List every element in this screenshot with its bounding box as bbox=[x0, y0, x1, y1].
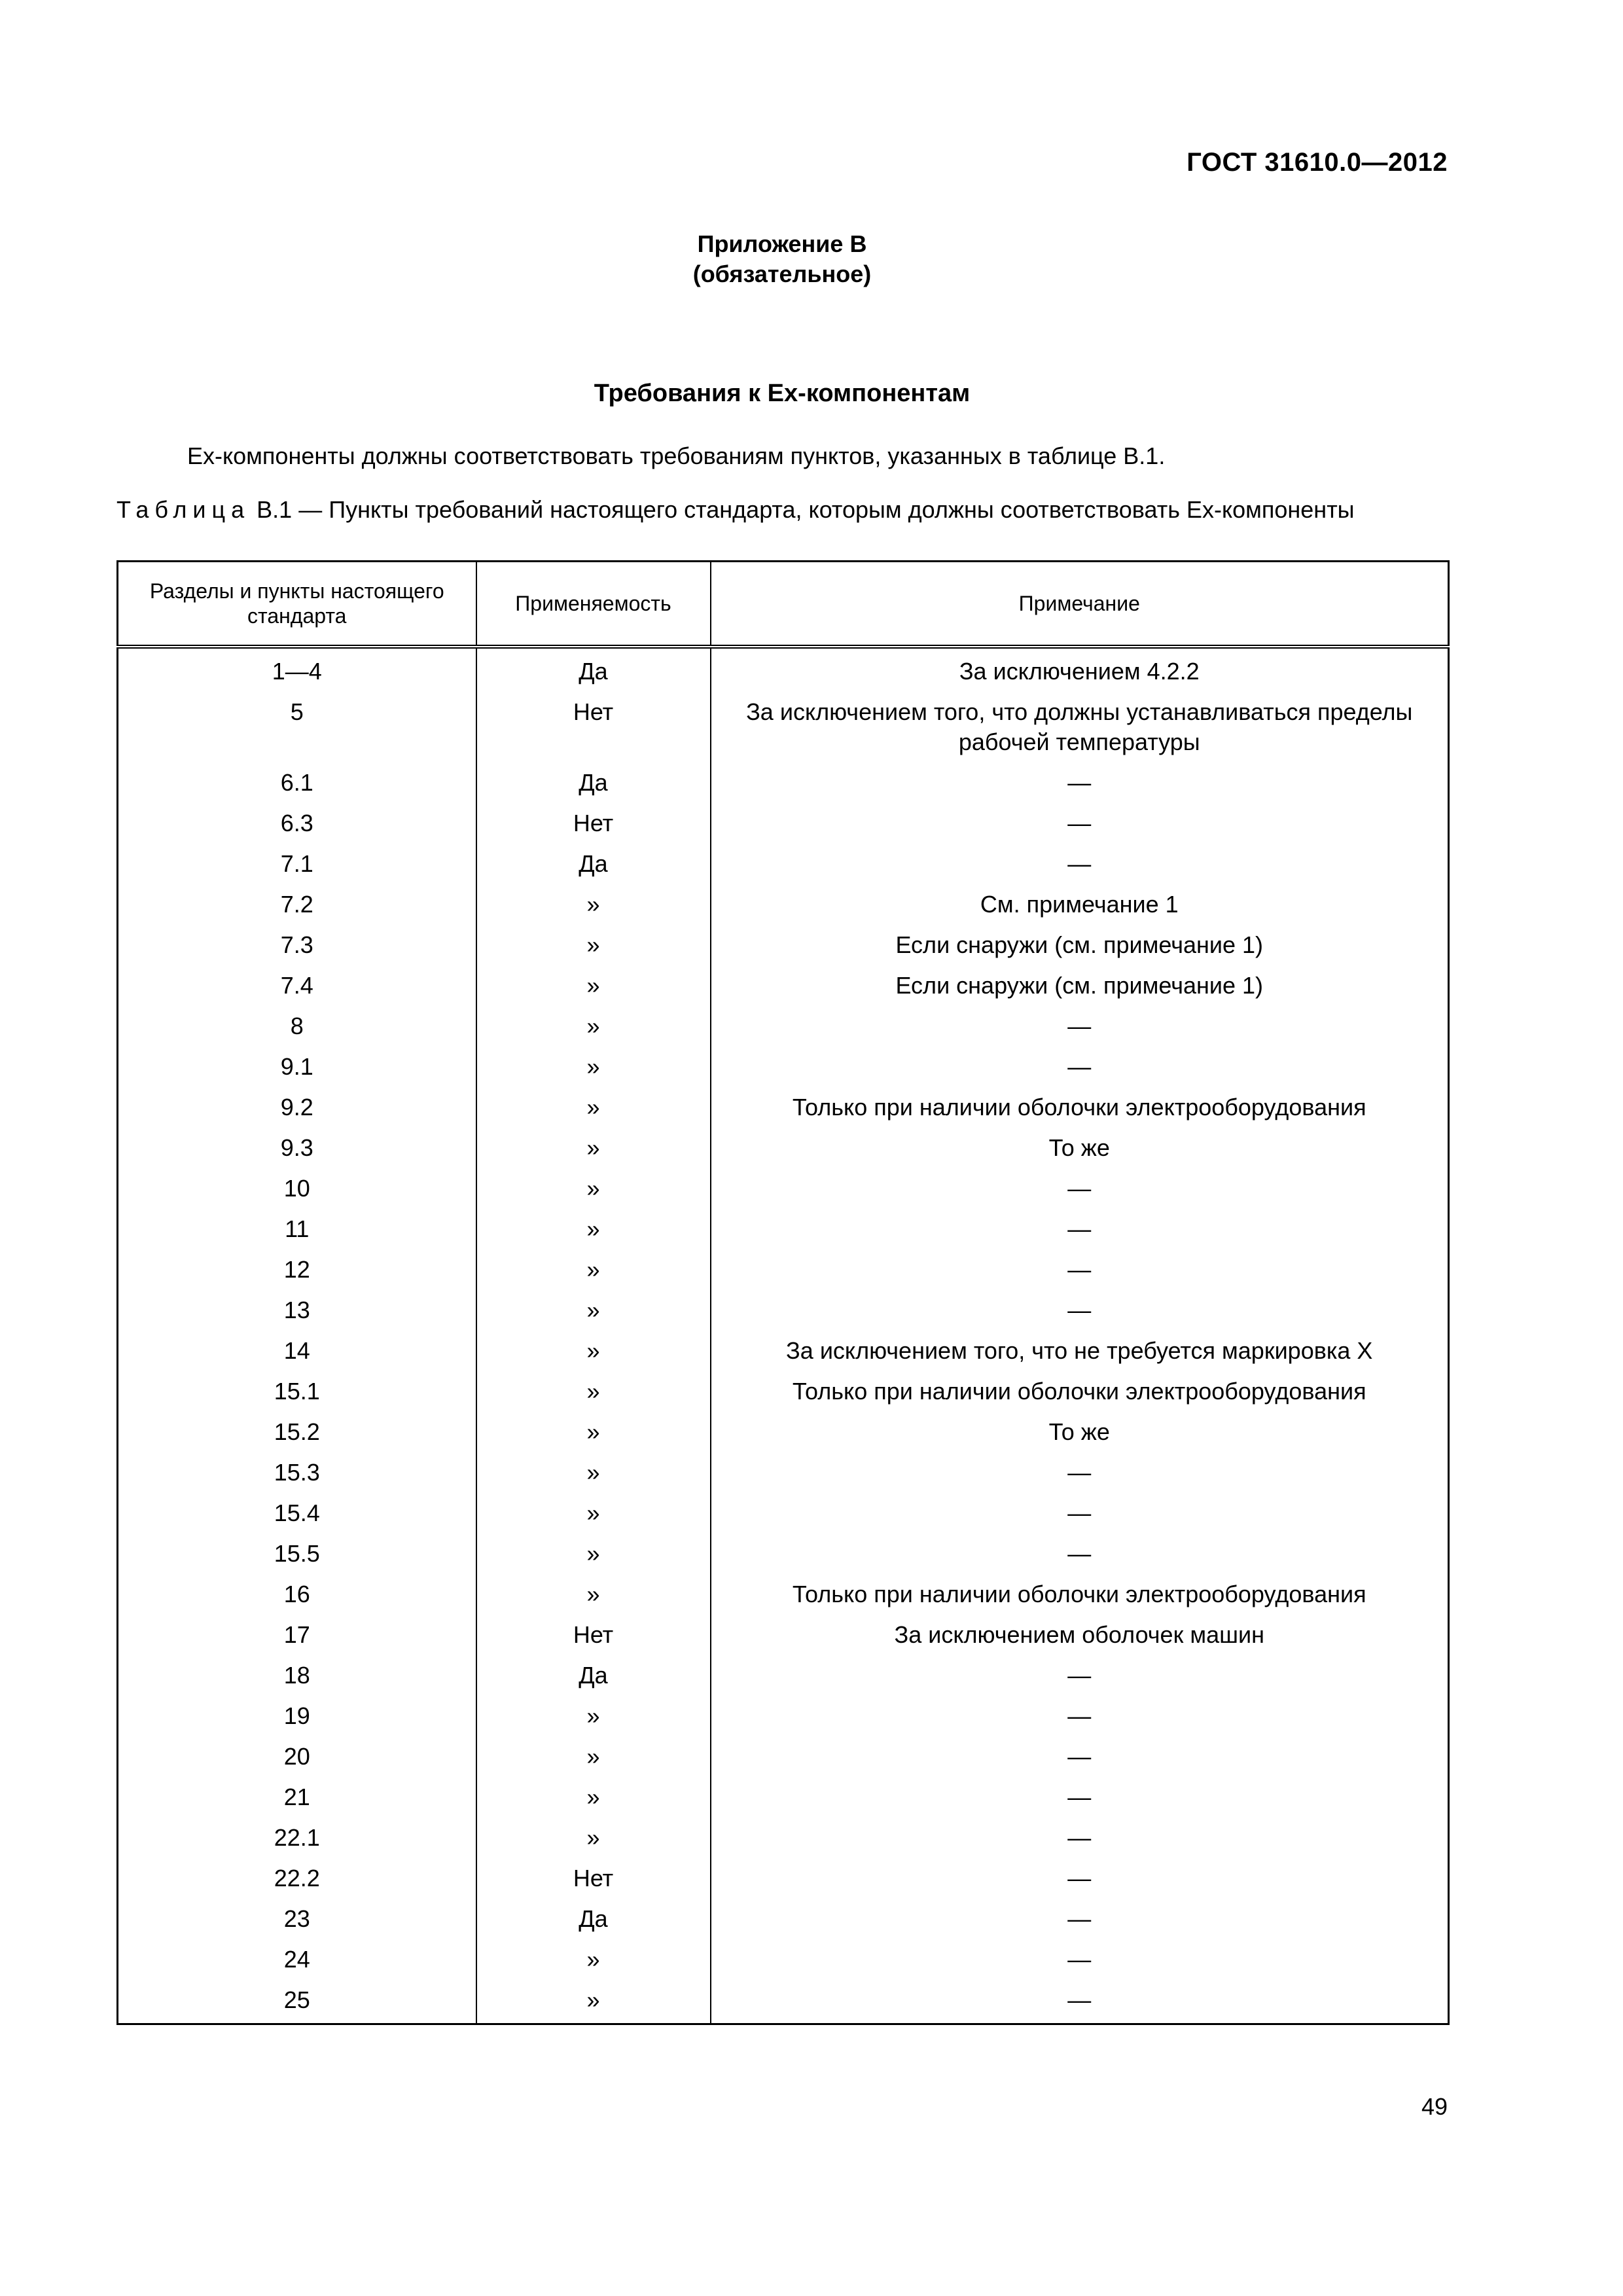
cell-note: — bbox=[711, 1655, 1449, 1696]
cell-section: 8 bbox=[118, 1006, 476, 1047]
table-row bbox=[118, 647, 1449, 692]
cell-note: — bbox=[711, 1818, 1449, 1858]
header-note: Примечание bbox=[711, 562, 1449, 647]
table-row bbox=[118, 925, 1449, 965]
cell-applicability: Нет bbox=[476, 692, 711, 762]
cell-applicability: » bbox=[476, 1290, 711, 1331]
cell-note: То же bbox=[711, 1412, 1449, 1452]
cell-section: 1—4 bbox=[118, 647, 476, 692]
cell-note: За исключением того, что должны устанавливаться пределы рабочей температуры bbox=[711, 692, 1449, 762]
cell-applicability: » bbox=[476, 1412, 711, 1452]
cell-section: 7.1 bbox=[118, 844, 476, 884]
cell-note: — bbox=[711, 1209, 1449, 1249]
cell-applicability: » bbox=[476, 1980, 711, 2024]
appendix-title: Приложение В bbox=[697, 230, 867, 257]
table-row bbox=[118, 1493, 1449, 1534]
cell-section: 24 bbox=[118, 1939, 476, 1980]
cell-section: 22.2 bbox=[118, 1858, 476, 1899]
cell-section: 7.3 bbox=[118, 925, 476, 965]
cell-section: 6.3 bbox=[118, 803, 476, 844]
table-row bbox=[118, 844, 1449, 884]
cell-note: За исключением оболочек машин bbox=[711, 1615, 1449, 1655]
cell-note: — bbox=[711, 1006, 1449, 1047]
cell-note: — bbox=[711, 1899, 1449, 1939]
cell-applicability: » bbox=[476, 1534, 711, 1574]
cell-applicability: Нет bbox=[476, 803, 711, 844]
cell-section: 21 bbox=[118, 1777, 476, 1818]
table-row bbox=[118, 884, 1449, 925]
cell-section: 9.1 bbox=[118, 1047, 476, 1087]
cell-applicability: Нет bbox=[476, 1858, 711, 1899]
cell-section: 9.2 bbox=[118, 1087, 476, 1128]
table-row bbox=[118, 1371, 1449, 1412]
table-row bbox=[118, 1006, 1449, 1047]
cell-section: 20 bbox=[118, 1736, 476, 1777]
table-row bbox=[118, 1574, 1449, 1615]
cell-section: 11 bbox=[118, 1209, 476, 1249]
cell-applicability: Да bbox=[476, 1655, 711, 1696]
table-row bbox=[118, 1899, 1449, 1939]
cell-section: 6.1 bbox=[118, 762, 476, 803]
cell-section: 16 bbox=[118, 1574, 476, 1615]
table-body bbox=[118, 647, 1449, 2024]
table-caption bbox=[116, 496, 1355, 524]
table-row bbox=[118, 1655, 1449, 1696]
cell-applicability: Да bbox=[476, 762, 711, 803]
cell-section: 15.5 bbox=[118, 1534, 476, 1574]
table-row bbox=[118, 1777, 1449, 1818]
cell-applicability: » bbox=[476, 965, 711, 1006]
cell-applicability: » bbox=[476, 1087, 711, 1128]
cell-note: — bbox=[711, 1534, 1449, 1574]
table-row bbox=[118, 1615, 1449, 1655]
cell-section: 17 bbox=[118, 1615, 476, 1655]
table-row bbox=[118, 1736, 1449, 1777]
table-row bbox=[118, 1818, 1449, 1858]
header-applicability: Применяемость bbox=[476, 562, 711, 647]
table-row bbox=[118, 1412, 1449, 1452]
section-title: Требования к Ex-компонентам bbox=[594, 380, 971, 407]
cell-applicability: » bbox=[476, 1371, 711, 1412]
table-row bbox=[118, 1290, 1449, 1331]
cell-note: См. примечание 1 bbox=[711, 884, 1449, 925]
cell-applicability: » bbox=[476, 1452, 711, 1493]
table-row bbox=[118, 1128, 1449, 1168]
header-sections: Разделы и пункты настоящего стандарта bbox=[118, 562, 476, 647]
cell-section: 5 bbox=[118, 692, 476, 762]
intro-paragraph: Ex-компоненты должны соответствовать требованиям пунктов, указанных в таблице В.1. bbox=[187, 442, 1166, 469]
cell-applicability: » bbox=[476, 884, 711, 925]
cell-note: — bbox=[711, 1736, 1449, 1777]
page-number: 49 bbox=[1421, 2093, 1448, 2120]
cell-note: — bbox=[711, 1168, 1449, 1209]
table-row bbox=[118, 1858, 1449, 1899]
cell-applicability: » bbox=[476, 1696, 711, 1736]
cell-note: — bbox=[711, 1047, 1449, 1087]
cell-note: То же bbox=[711, 1128, 1449, 1168]
cell-applicability: » bbox=[476, 1128, 711, 1168]
cell-applicability: » bbox=[476, 1777, 711, 1818]
table-row bbox=[118, 1331, 1449, 1371]
table-row bbox=[118, 1939, 1449, 1980]
table-row bbox=[118, 1452, 1449, 1493]
cell-note: — bbox=[711, 1858, 1449, 1899]
cell-note: — bbox=[711, 1290, 1449, 1331]
cell-applicability: » bbox=[476, 925, 711, 965]
cell-section: 7.4 bbox=[118, 965, 476, 1006]
appendix-heading bbox=[0, 229, 1564, 289]
cell-note: За исключением 4.2.2 bbox=[711, 647, 1449, 692]
cell-note: — bbox=[711, 803, 1449, 844]
appendix-status: (обязательное) bbox=[692, 260, 872, 287]
cell-section: 13 bbox=[118, 1290, 476, 1331]
cell-section: 23 bbox=[118, 1899, 476, 1939]
cell-note: — bbox=[711, 1777, 1449, 1818]
cell-section: 15.1 bbox=[118, 1371, 476, 1412]
table-caption-label: Таблица bbox=[116, 496, 251, 523]
table-row bbox=[118, 803, 1449, 844]
cell-applicability: » bbox=[476, 1249, 711, 1290]
cell-note: Если снаружи (см. примечание 1) bbox=[711, 925, 1449, 965]
cell-applicability: » bbox=[476, 1736, 711, 1777]
cell-section: 19 bbox=[118, 1696, 476, 1736]
cell-section: 7.2 bbox=[118, 884, 476, 925]
cell-note: — bbox=[711, 1939, 1449, 1980]
cell-section: 14 bbox=[118, 1331, 476, 1371]
cell-section: 15.2 bbox=[118, 1412, 476, 1452]
cell-applicability: » bbox=[476, 1939, 711, 1980]
cell-applicability: » bbox=[476, 1574, 711, 1615]
cell-note: — bbox=[711, 1980, 1449, 2024]
cell-section: 22.1 bbox=[118, 1818, 476, 1858]
cell-note: Только при наличии оболочки электрооборудования bbox=[711, 1574, 1449, 1615]
table-row bbox=[118, 1249, 1449, 1290]
cell-applicability: » bbox=[476, 1168, 711, 1209]
cell-applicability: » bbox=[476, 1006, 711, 1047]
document-code: ГОСТ 31610.0—2012 bbox=[1186, 148, 1448, 177]
cell-applicability: Нет bbox=[476, 1615, 711, 1655]
cell-section: 9.3 bbox=[118, 1128, 476, 1168]
table-row bbox=[118, 692, 1449, 762]
requirements-table bbox=[116, 560, 1450, 2025]
table-header-row bbox=[118, 562, 1449, 647]
cell-applicability: » bbox=[476, 1818, 711, 1858]
cell-applicability: Да bbox=[476, 844, 711, 884]
cell-note: Только при наличии оболочки электрооборудования bbox=[711, 1371, 1449, 1412]
cell-section: 10 bbox=[118, 1168, 476, 1209]
cell-applicability: » bbox=[476, 1493, 711, 1534]
table-row bbox=[118, 1696, 1449, 1736]
cell-applicability: Да bbox=[476, 1899, 711, 1939]
table-row bbox=[118, 1209, 1449, 1249]
table-row bbox=[118, 1980, 1449, 2024]
table-row bbox=[118, 1087, 1449, 1128]
table-row bbox=[118, 1047, 1449, 1087]
cell-section: 15.3 bbox=[118, 1452, 476, 1493]
cell-note: — bbox=[711, 1696, 1449, 1736]
table-row bbox=[118, 1168, 1449, 1209]
cell-section: 15.4 bbox=[118, 1493, 476, 1534]
cell-note: Только при наличии оболочки электрооборудования bbox=[711, 1087, 1449, 1128]
table-row bbox=[118, 1534, 1449, 1574]
table-row bbox=[118, 965, 1449, 1006]
cell-note: — bbox=[711, 844, 1449, 884]
cell-note: — bbox=[711, 1452, 1449, 1493]
cell-applicability: » bbox=[476, 1209, 711, 1249]
cell-note: Если снаружи (см. примечание 1) bbox=[711, 965, 1449, 1006]
cell-applicability: » bbox=[476, 1331, 711, 1371]
cell-section: 12 bbox=[118, 1249, 476, 1290]
cell-applicability: » bbox=[476, 1047, 711, 1087]
cell-note: — bbox=[711, 762, 1449, 803]
table-row bbox=[118, 762, 1449, 803]
cell-section: 18 bbox=[118, 1655, 476, 1696]
cell-note: За исключением того, что не требуется маркировка Х bbox=[711, 1331, 1449, 1371]
cell-note: — bbox=[711, 1249, 1449, 1290]
cell-section: 25 bbox=[118, 1980, 476, 2024]
cell-note: — bbox=[711, 1493, 1449, 1534]
table-caption-text: В.1 — Пункты требований настоящего стандарта, которым должны соответствовать Ex-компоненты bbox=[250, 496, 1355, 523]
cell-applicability: Да bbox=[476, 647, 711, 692]
